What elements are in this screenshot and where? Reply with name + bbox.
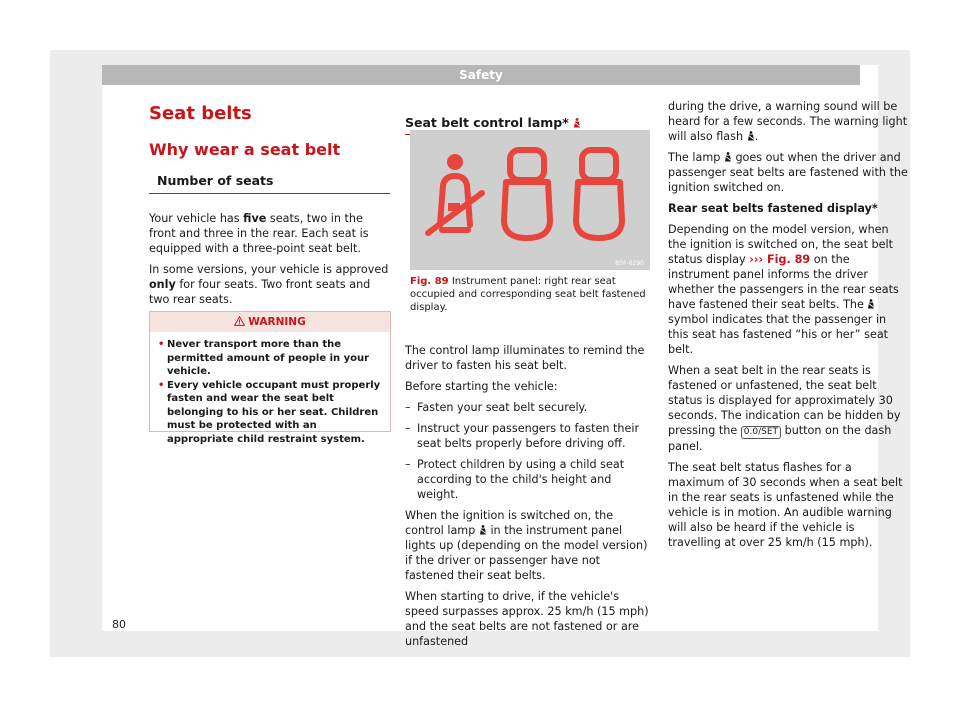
paragraph: The seat belt status flashes for a maximum of 30 seconds when a seat belt in the rear seats is unfastened while the vehicle is in motion. An audible warning will also be heard if the vehicle is travelling at over 25 km/h (15 mph). xyxy=(668,461,903,549)
seatbelt-warning-icon xyxy=(867,299,875,309)
paragraph: The control lamp illuminates to remind the driver to fasten his seat belt. xyxy=(405,344,645,372)
figure-link[interactable]: ››› Fig. 89 xyxy=(749,253,811,266)
figure-ref: Fig. 89 xyxy=(410,276,449,287)
figure-code: B5F-0290 xyxy=(615,260,644,267)
warning-list xyxy=(150,332,390,446)
page-number: 80 xyxy=(112,618,126,631)
warning-item: • Every vehicle occupant must properly fasten and wear the seat belt belonging to his or her seat. Children must be protected with an appropriate child restraint system. xyxy=(158,379,381,445)
section-header: Safety xyxy=(102,65,860,85)
seat-belt-display-illustration xyxy=(410,130,650,270)
seat-belt-lamp-heading: Seat belt control lamp* xyxy=(405,115,581,130)
paragraph: Before starting the vehicle: xyxy=(405,380,558,393)
page-frame xyxy=(50,50,910,657)
paragraph: The lamp goes out when the driver and passenger seat belts are fastened with the ignition switched on. xyxy=(668,151,908,194)
list-item: – Fasten your seat belt securely. xyxy=(405,400,649,415)
page-title: Seat belts xyxy=(149,103,252,124)
right-body xyxy=(668,99,908,556)
paragraph-four-seats: In some versions, your vehicle is approved only for four seats. Two front seats and two rear seats. xyxy=(149,263,389,306)
manual-page xyxy=(102,65,908,648)
paragraph: When starting to drive, if the vehicle's speed surpasses approx. 25 km/h (15 mph) and the seat belts are not fastened or are unfastened xyxy=(405,590,649,648)
figure-caption: Fig. 89 Instrument panel: right rear seat occupied and corresponding seat belt fastened display. xyxy=(410,276,646,313)
paragraph: Depending on the model version, when the ignition is switched on, the seat belt status display ››› Fig. 89 on the instrument panel informs the driver whether the passengers in the rear seats have fastened their seat belts. The symbol indicates that the passenger in this seat has fastened “his or her” seat belt. xyxy=(668,223,899,356)
subheading-rule xyxy=(149,193,390,194)
seatbelt-warning-icon xyxy=(479,525,487,535)
warning-item: • Never transport more than the permitted amount of people in your vehicle. xyxy=(158,339,370,377)
seatbelt-warning-icon xyxy=(747,131,755,141)
warning-box xyxy=(149,311,391,445)
paragraph: during the drive, a warning sound will be heard for a few seconds. The warning light will also flash . xyxy=(668,100,908,143)
list-item: – Protect children by using a child seat according to the child's height and weight. xyxy=(405,457,649,502)
key-0-0-set: 0.0/SET xyxy=(741,426,781,439)
warning-triangle-icon xyxy=(234,316,245,326)
list-item: – Instruct your passengers to fasten their seat belts properly before driving off. xyxy=(405,421,649,451)
middle-body xyxy=(405,343,649,655)
rear-seat-belts-heading: Rear seat belts fastened display* xyxy=(668,202,878,215)
figure-instrument-panel xyxy=(410,130,650,270)
section-title: Why wear a seat belt xyxy=(149,140,341,159)
paragraph-five-seats: Your vehicle has five seats, two in the front and three in the rear. Each seat is equipped with a three-point seat belt. xyxy=(149,212,369,255)
warning-title: WARNING xyxy=(150,312,390,332)
left-body xyxy=(149,211,389,313)
seatbelt-warning-icon xyxy=(573,118,581,128)
seatbelt-warning-icon xyxy=(724,152,732,162)
paragraph: When a seat belt in the rear seats is fastened or unfastened, the seat belt status is displayed for approximately 30 seconds. The indication can be hidden by pressing the 0.0/SET button on the dash panel. xyxy=(668,364,901,453)
subheading-number-of-seats: Number of seats xyxy=(157,173,274,188)
paragraph: When the ignition is switched on, the control lamp in the instrument panel lights up (depending on the model version) if the driver or passenger have not fastened their seat belts. xyxy=(405,509,648,582)
